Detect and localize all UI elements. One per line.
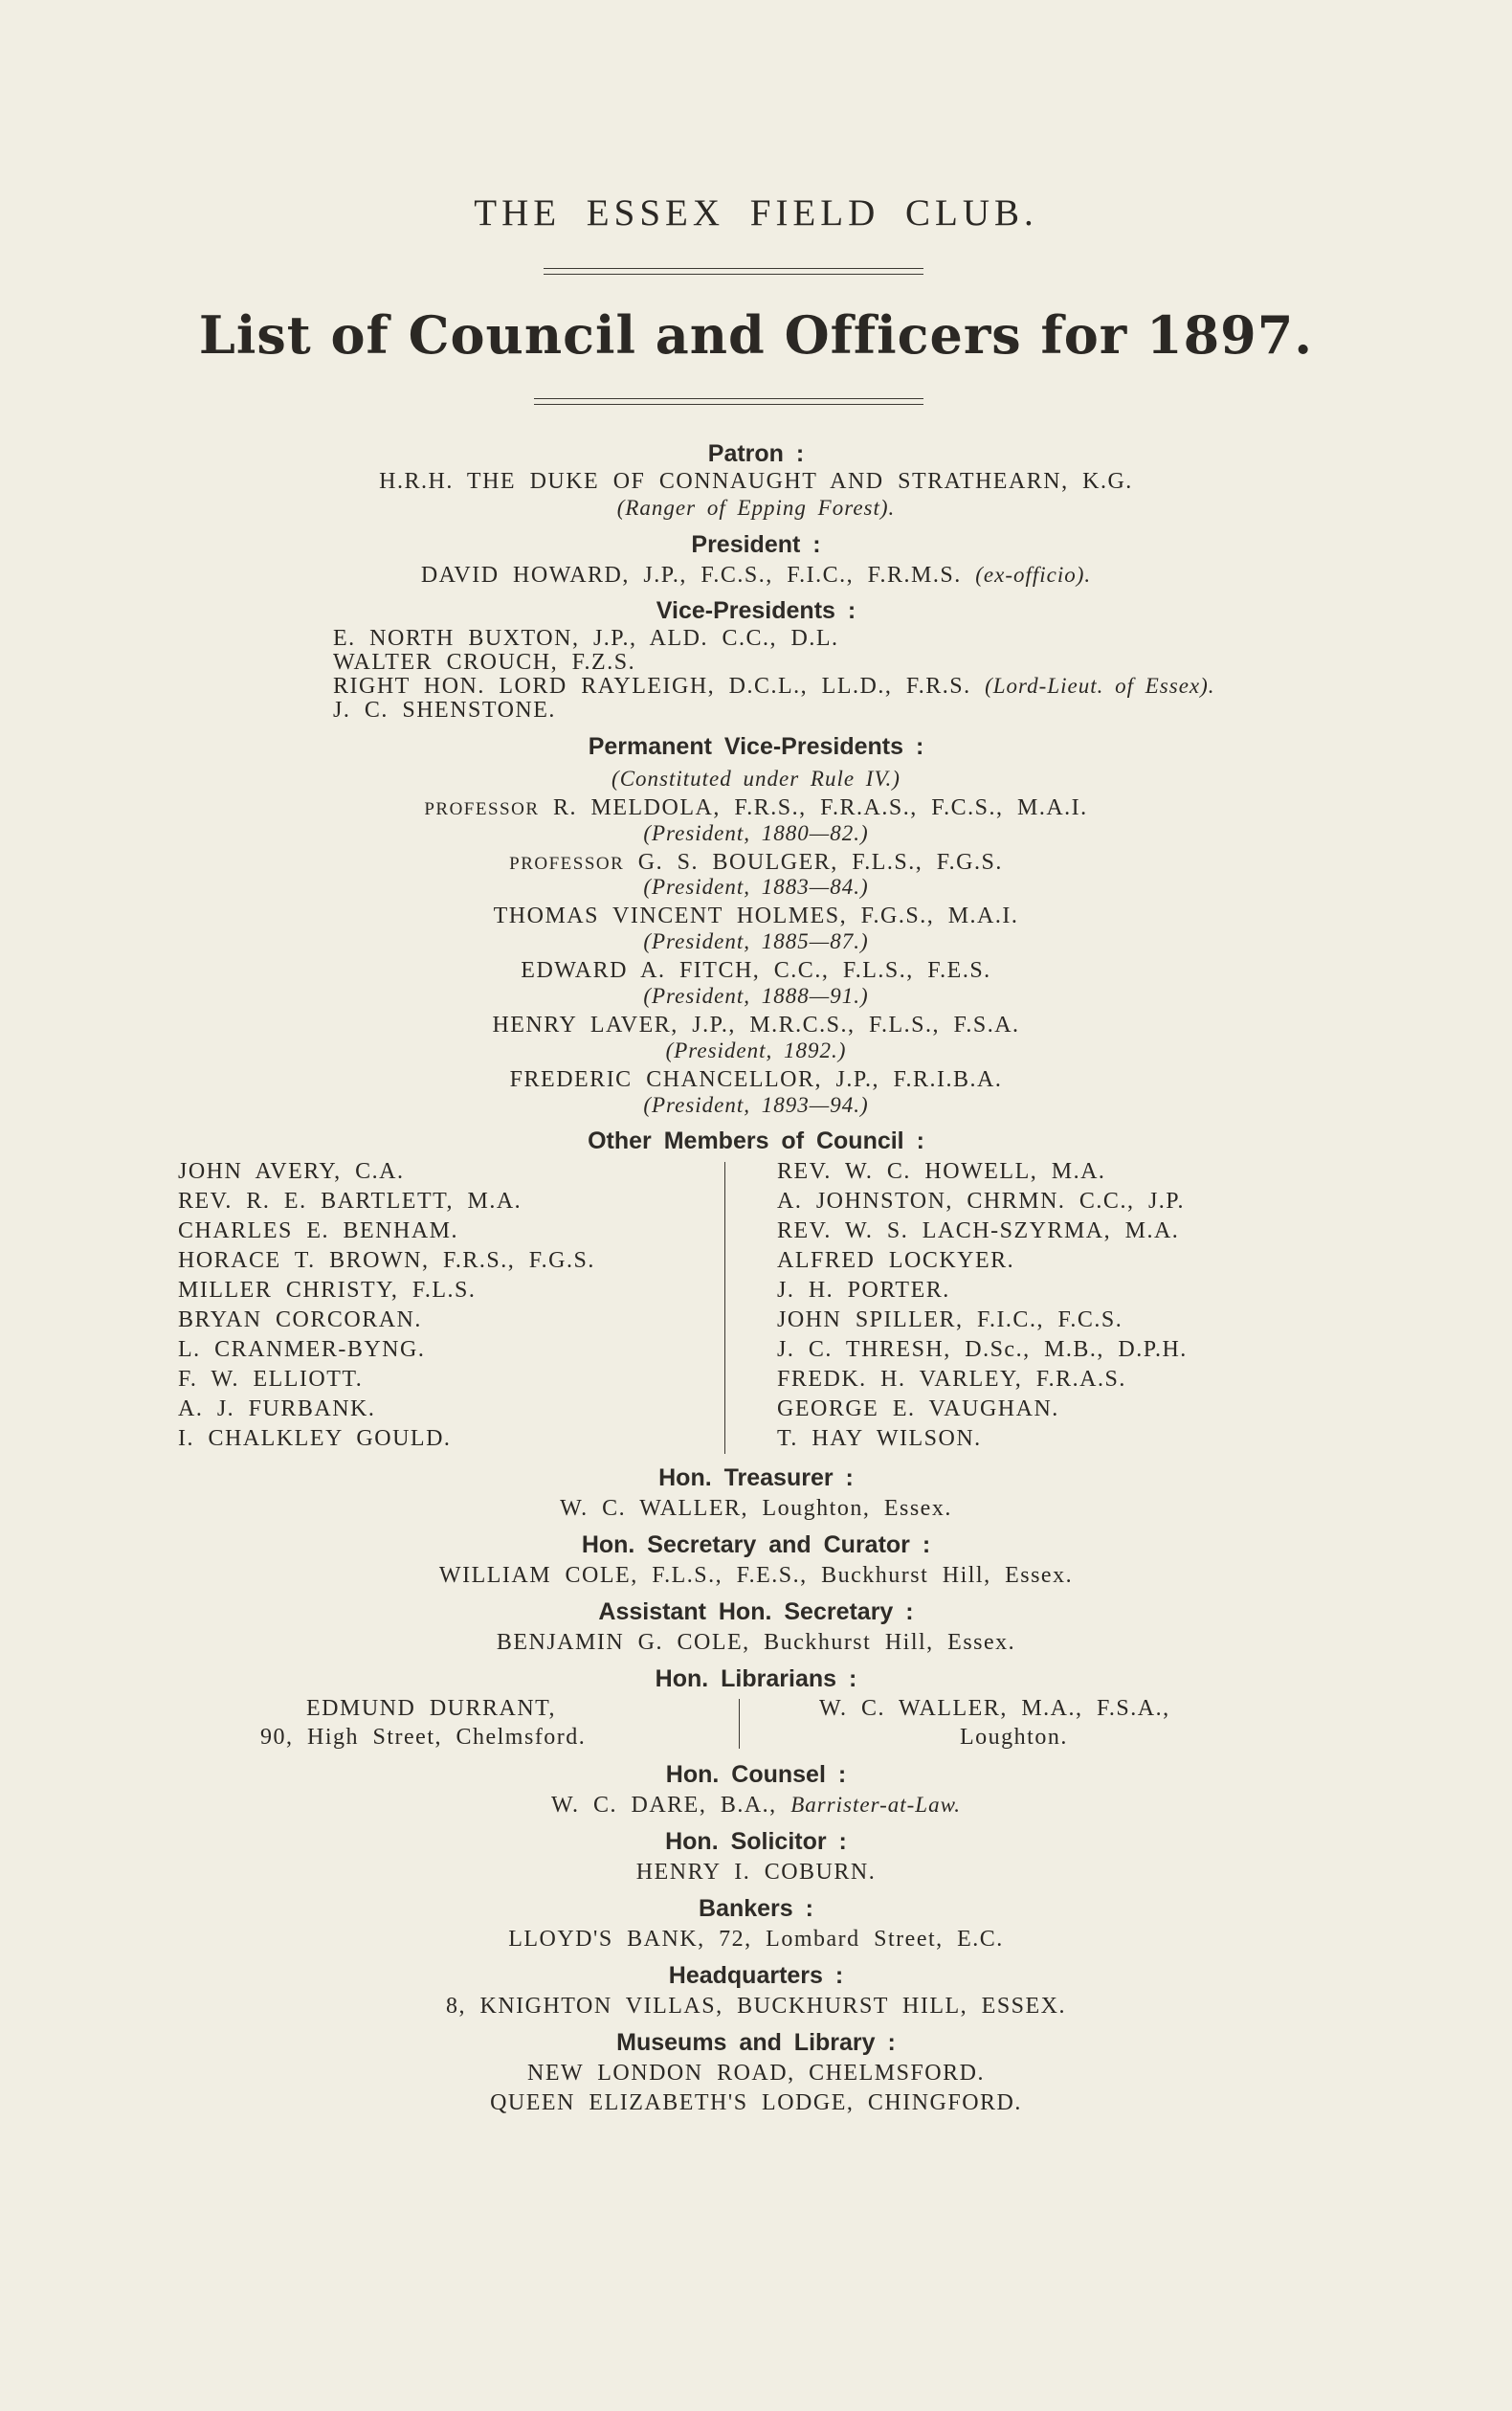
permanent-vp-6-term: (President, 1893—94.)	[643, 1093, 869, 1117]
museums-line-1: NEW LONDON ROAD, CHELMSFORD.	[527, 2061, 985, 2086]
members-column-divider	[724, 1162, 725, 1454]
permanent-vp-2-name: G. S. BOULGER, F.L.S., F.G.S.	[637, 850, 1003, 875]
member-left-3: CHARLES E. BENHAM.	[178, 1218, 459, 1243]
member-right-2: A. JOHNSTON, CHRMN. C.C., J.P.	[777, 1189, 1185, 1214]
club-title: THE ESSEX FIELD CLUB.	[474, 192, 1038, 234]
member-right-9: GEORGE E. VAUGHAN.	[777, 1396, 1059, 1421]
librarian-left-address: 90, High Street, Chelmsford.	[260, 1725, 587, 1750]
vice-presidents-heading: Vice-Presidents :	[656, 597, 856, 624]
subtitle-rule-lower	[534, 404, 923, 405]
vice-president-3-name: RIGHT HON. LORD RAYLEIGH, D.C.L., LL.D., F.R.S.	[333, 674, 971, 699]
treasurer-line: W. C. WALLER, Loughton, Essex.	[560, 1496, 952, 1521]
vice-president-2: WALTER CROUCH, F.Z.S.	[333, 650, 636, 675]
patron-heading: Patron :	[707, 440, 805, 467]
headquarters-line: 8, KNIGHTON VILLAS, BUCKHURST HILL, ESSEX.	[445, 1994, 1067, 2019]
librarians-heading: Hon. Librarians :	[655, 1665, 857, 1692]
vice-president-3	[333, 674, 1215, 700]
assistant-secretary-heading: Assistant Hon. Secretary :	[598, 1598, 914, 1625]
counsel-name: W. C. DARE, B.A.,	[551, 1793, 777, 1818]
member-left-5: MILLER CHRISTY, F.L.S.	[178, 1278, 477, 1303]
member-right-3: REV. W. S. LACH-SZYRMA, M.A.	[777, 1218, 1180, 1243]
solicitor-heading: Hon. Solicitor :	[665, 1828, 847, 1855]
president-name: DAVID HOWARD, J.P., F.C.S., F.I.C., F.R.M.S.	[420, 563, 962, 588]
permanent-vp-1-term: (President, 1880—82.)	[643, 821, 869, 845]
museums-heading: Museums and Library :	[616, 2029, 896, 2056]
vice-president-1: E. NORTH BUXTON, J.P., ALD. C.C., D.L.	[333, 626, 839, 651]
member-right-8: FREDK. H. VARLEY, F.R.A.S.	[777, 1367, 1126, 1392]
member-right-5: J. H. PORTER.	[777, 1278, 950, 1303]
member-left-10: I. CHALKLEY GOULD.	[178, 1426, 452, 1451]
assistant-secretary-line: BENJAMIN G. COLE, Buckhurst Hill, Essex.	[496, 1630, 1016, 1655]
member-left-1: JOHN AVERY, C.A.	[178, 1159, 405, 1184]
other-members-heading: Other Members of Council :	[588, 1127, 924, 1154]
permanent-vp-4-term: (President, 1888—91.)	[643, 984, 869, 1008]
counsel-heading: Hon. Counsel :	[665, 1761, 847, 1788]
bankers-line: LLOYD'S BANK, 72, Lombard Street, E.C.	[508, 1927, 1004, 1952]
librarians-divider	[739, 1699, 740, 1749]
permanent-vp-2-term: (President, 1883—84.)	[643, 875, 869, 899]
member-left-9: A. J. FURBANK.	[178, 1396, 376, 1421]
permanent-vp-heading: Permanent Vice-Presidents :	[588, 733, 924, 760]
headquarters-heading: Headquarters :	[668, 1962, 844, 1989]
professor-prefix-1: PROFESSOR	[424, 799, 540, 819]
bankers-heading: Bankers :	[699, 1895, 813, 1922]
treasurer-heading: Hon. Treasurer :	[658, 1464, 854, 1491]
member-right-6: JOHN SPILLER, F.I.C., F.C.S.	[777, 1307, 1123, 1332]
subtitle-rule-upper	[534, 398, 923, 399]
member-left-4: HORACE T. BROWN, F.R.S., F.G.S.	[178, 1248, 595, 1273]
permanent-vp-5-term: (President, 1892.)	[665, 1038, 847, 1062]
solicitor-line: HENRY I. COBURN.	[635, 1860, 877, 1885]
president-note: (ex-officio).	[975, 563, 1092, 587]
main-title: List of Council and Officers for 1897.	[198, 304, 1314, 366]
president-heading: President :	[691, 531, 821, 558]
member-left-6: BRYAN CORCORAN.	[178, 1307, 422, 1332]
member-right-1: REV. W. C. HOWELL, M.A.	[777, 1159, 1106, 1184]
permanent-vp-1	[0, 795, 1512, 821]
member-left-7: L. CRANMER-BYNG.	[178, 1337, 426, 1362]
permanent-vp-4-name: EDWARD A. FITCH, C.C., F.L.S., F.E.S.	[521, 958, 991, 983]
librarian-left-name: EDMUND DURRANT,	[306, 1696, 557, 1721]
professor-prefix-2: PROFESSOR	[509, 854, 625, 874]
member-right-4: ALFRED LOCKYER.	[777, 1248, 1015, 1273]
secretary-heading: Hon. Secretary and Curator :	[581, 1531, 931, 1558]
permanent-vp-3-name: THOMAS VINCENT HOLMES, F.G.S., M.A.I.	[493, 904, 1019, 928]
secretary-line: WILLIAM COLE, F.L.S., F.E.S., Buckhurst Hill, Essex.	[438, 1563, 1074, 1588]
librarian-right-address: Loughton.	[960, 1725, 1068, 1750]
member-right-10: T. HAY WILSON.	[777, 1426, 982, 1451]
permanent-vp-6-name: FREDERIC CHANCELLOR, J.P., F.R.I.B.A.	[509, 1067, 1003, 1092]
vice-president-3-note: (Lord-Lieut. of Essex).	[985, 674, 1215, 698]
patron-note: (Ranger of Epping Forest).	[616, 496, 896, 520]
member-right-7: J. C. THRESH, D.Sc., M.B., D.P.H.	[777, 1337, 1188, 1362]
title-rule-lower	[544, 274, 923, 275]
vice-president-4: J. C. SHENSTONE.	[333, 698, 556, 723]
counsel-line	[0, 1793, 1512, 1819]
patron-name: H.R.H. THE DUKE OF CONNAUGHT AND STRATHEARN, K.G.	[379, 469, 1133, 494]
counsel-title: Barrister-at-Law.	[790, 1793, 961, 1817]
permanent-vp-5-name: HENRY LAVER, J.P., M.R.C.S., F.L.S., F.S.A.	[492, 1013, 1020, 1038]
member-left-8: F. W. ELLIOTT.	[178, 1367, 364, 1392]
permanent-vp-1-name: R. MELDOLA, F.R.S., F.R.A.S., F.C.S., M.A.I.	[553, 795, 1088, 820]
member-left-2: REV. R. E. BARTLETT, M.A.	[178, 1189, 523, 1214]
title-rule-upper	[544, 268, 923, 269]
librarian-right-name: W. C. WALLER, M.A., F.S.A.,	[819, 1696, 1170, 1721]
permanent-vp-3-term: (President, 1885—87.)	[643, 929, 869, 953]
president-line	[0, 563, 1512, 589]
permanent-vp-2	[0, 850, 1512, 876]
museums-line-2: QUEEN ELIZABETH'S LODGE, CHINGFORD.	[490, 2090, 1022, 2115]
permanent-vp-constituted: (Constituted under Rule IV.)	[611, 767, 901, 791]
